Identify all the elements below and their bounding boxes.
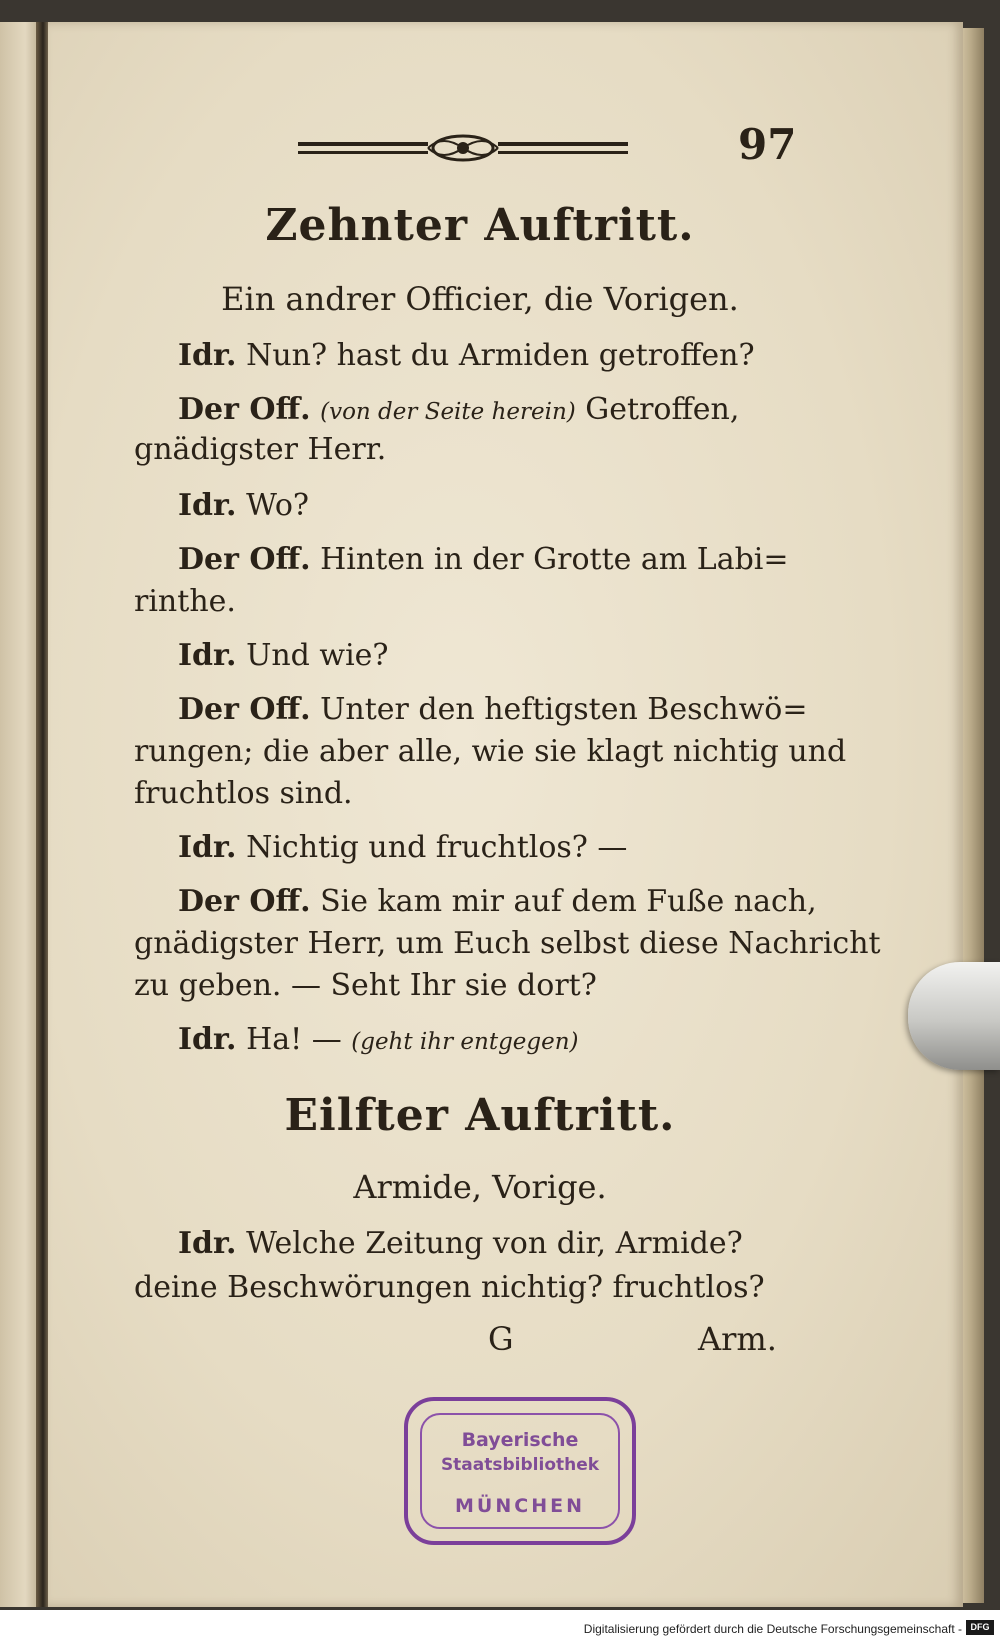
dialogue-line bbox=[178, 638, 389, 673]
dialogue-continuation: zu geben. — Seht Ihr sie dort? bbox=[134, 968, 597, 1003]
speech: Nichtig und fruchtlos? — bbox=[246, 830, 628, 865]
speaker: Der Off. bbox=[178, 392, 311, 427]
dialogue-line bbox=[178, 392, 739, 427]
scene-heading: Zehnter Auftritt. bbox=[265, 200, 695, 251]
speech: Unter den heftigsten Beschwö= bbox=[320, 692, 808, 727]
dialogue-line bbox=[178, 488, 309, 523]
stamp-line: Staatsbibliothek bbox=[440, 1455, 600, 1475]
speech: Und wie? bbox=[246, 638, 389, 673]
book-page bbox=[48, 22, 963, 1607]
page-stack-edge bbox=[962, 28, 984, 1603]
dialogue-line bbox=[178, 1022, 579, 1057]
speaker: Idr. bbox=[178, 488, 237, 523]
speaker: Der Off. bbox=[178, 692, 311, 727]
footer-credit: Digitalisierung gefördert durch die Deutsche Forschungsgemeinschaft - bbox=[583, 1622, 962, 1636]
speaker: Idr. bbox=[178, 638, 237, 673]
speech: Getroffen, bbox=[585, 392, 740, 427]
printer-signature: G bbox=[488, 1320, 514, 1358]
stamp-line: MÜNCHEN bbox=[455, 1495, 585, 1517]
dialogue-line bbox=[178, 692, 808, 727]
speech: Welche Zeitung von dir, Armide? bbox=[246, 1226, 743, 1261]
speaker: Idr. bbox=[178, 830, 237, 865]
speaker: Der Off. bbox=[178, 884, 311, 919]
stage-direction: (von der Seite herein) bbox=[320, 399, 576, 425]
dialogue-line bbox=[178, 542, 789, 577]
character-list: Ein andrer Officier, die Vorigen. bbox=[221, 280, 739, 318]
dfg-logo: DFG bbox=[966, 1620, 994, 1635]
library-stamp bbox=[404, 1397, 636, 1545]
speech: Sie kam mir auf dem Fuße nach, bbox=[320, 884, 817, 919]
dialogue-continuation: gnädigster Herr, um Euch selbst diese Nachricht bbox=[134, 926, 881, 961]
stage-direction: (geht ihr entgegen) bbox=[351, 1029, 579, 1055]
speech: Wo? bbox=[246, 488, 310, 523]
stamp-line: Bayerische bbox=[461, 1429, 579, 1451]
dialogue-continuation: gnädigster Herr. bbox=[134, 432, 387, 467]
speaker: Idr. bbox=[178, 338, 237, 373]
dialogue-line bbox=[178, 884, 817, 919]
speaker: Idr. bbox=[178, 1226, 237, 1261]
page-number: 97 bbox=[738, 120, 797, 169]
speaker: Idr. bbox=[178, 1022, 237, 1057]
header-ornament bbox=[298, 130, 628, 170]
page-tab bbox=[908, 962, 1000, 1070]
character-list: Armide, Vorige. bbox=[353, 1168, 607, 1206]
dialogue-line bbox=[178, 338, 755, 373]
speaker: Der Off. bbox=[178, 542, 311, 577]
scene-heading: Eilfter Auftritt. bbox=[284, 1090, 676, 1141]
dialogue-continuation: deine Beschwörungen nichtig? fruchtlos? bbox=[134, 1270, 765, 1305]
dialogue-continuation: rinthe. bbox=[134, 584, 236, 619]
dialogue-continuation: rungen; die aber alle, wie sie klagt nichtig und bbox=[134, 734, 847, 769]
speech: Hinten in der Grotte am Labi= bbox=[320, 542, 789, 577]
dialogue-continuation: fruchtlos sind. bbox=[134, 776, 353, 811]
dialogue-line bbox=[178, 1226, 743, 1261]
dialogue-line bbox=[178, 830, 627, 865]
catchword: Arm. bbox=[698, 1320, 777, 1358]
speech: Ha! — bbox=[246, 1022, 342, 1057]
speech: Nun? hast du Armiden getroffen? bbox=[246, 338, 755, 373]
